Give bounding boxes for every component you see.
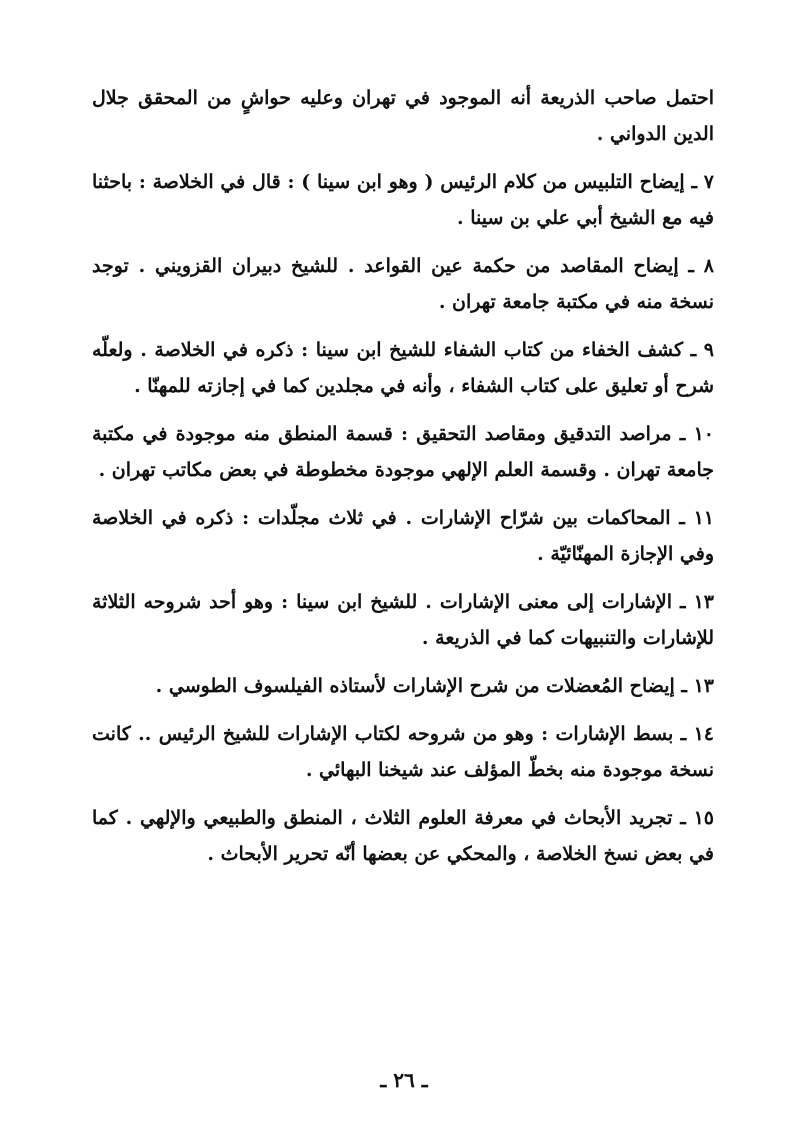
- bibliography-entry-9: ٩ ـ كشف الخفاء من كتاب الشفاء للشيخ ابن سينا : ذكره في الخلاصة . ولعلّه شرح أو تعليق على كتاب الشفاء ، وأنه في مجلدين كما في إجازته للمهنّا .: [92, 339, 714, 397]
- paragraph-continuation: احتمل صاحب الذريعة أنه الموجود في تهران وعليه حواشٍ من المحقق جلال الدين الدواني .: [92, 87, 714, 145]
- bibliography-entry-15: ١٥ ـ تجريد الأبحاث في معرفة العلوم الثلاث ، المنطق والطبيعي والإلهي . كما في بعض نسخ الخلاصة ، والمحكي عن بعضها أنّه تحرير الأبحاث .: [92, 807, 714, 865]
- bibliography-entry-11: ١١ ـ المحاكمات بين شرّاح الإشارات . في ثلاث مجلّدات : ذكره في الخلاصة وفي الإجازة المهنّائيّة .: [92, 507, 714, 565]
- bibliography-entry-13a: ١٣ ـ الإشارات إلى معنى الإشارات . للشيخ ابن سينا : وهو أحد شروحه الثلاثة للإشارات والتنبيهات كما في الذريعة .: [92, 591, 714, 649]
- bibliography-entry-13b: ١٣ ـ إيضاح المُعضلات من شرح الإشارات لأستاذه الفيلسوف الطوسي .: [155, 675, 714, 697]
- bibliography-entry-10: ١٠ ـ مراصد التدقيق ومقاصد التحقيق : قسمة المنطق منه موجودة في مكتبة جامعة تهران . وقسمة العلم الإلهي موجودة مخطوطة في بعض مكاتب تهران .: [92, 423, 714, 481]
- bibliography-entry-7: ٧ ـ إيضاح التلبيس من كلام الرئيس ( وهو ابن سينا ) : قال في الخلاصة : باحثنا فيه مع الشيخ أبي علي بن سينا .: [92, 171, 714, 229]
- bibliography-entry-8: ٨ ـ إيضاح المقاصد من حكمة عين القواعد . للشيخ دبيران القزويني . توجد نسخة منه في مكتبة جامعة تهران .: [92, 255, 714, 313]
- bibliography-entry-14: ١٤ ـ بسط الإشارات : وهو من شروحه لكتاب الإشارات للشيخ الرئيس .. كانت نسخة موجودة منه بخطّ المؤلف عند شيخنا البهائي .: [92, 723, 714, 781]
- page-number: ـ ٢٦ ـ: [380, 1068, 428, 1092]
- page-body: [92, 80, 714, 884]
